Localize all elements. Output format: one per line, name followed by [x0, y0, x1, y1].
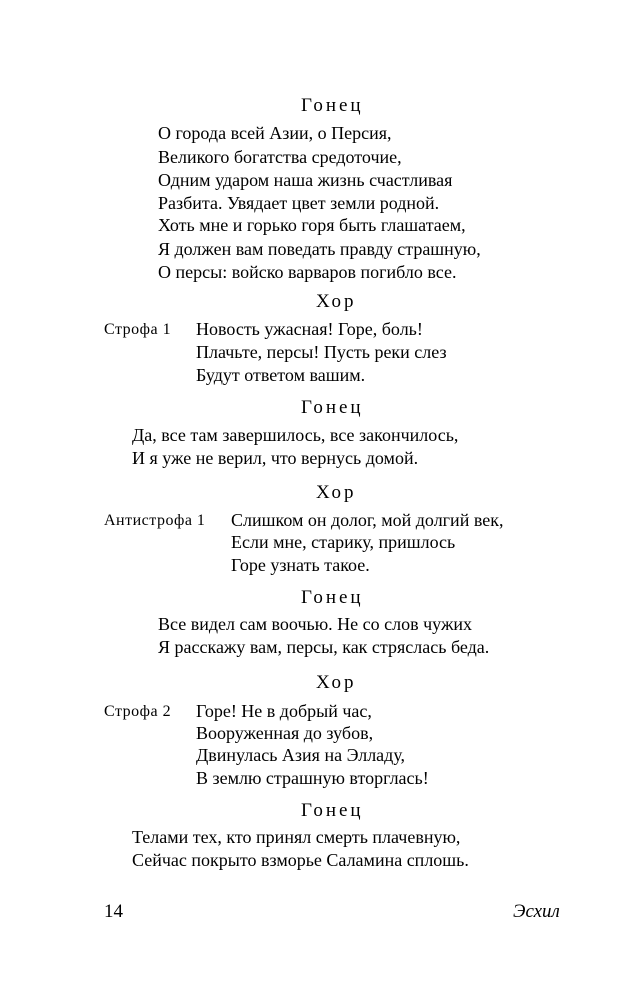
speaker-heading: Гонец [301, 800, 364, 821]
verse-line: Слишком он долог, мой долгий век, [231, 510, 504, 530]
strophe-marker: Строфа 2 [104, 703, 172, 720]
verse-line: Хоть мне и горько горя быть глашатаем, [158, 215, 466, 235]
strophe-marker: Строфа 1 [104, 321, 172, 338]
verse-line: Если мне, старику, пришлось [231, 532, 456, 552]
verse-line: Плачьте, персы! Пусть реки слез [196, 342, 447, 362]
speaker-heading: Гонец [301, 587, 364, 608]
verse-line: О персы: войско варваров погибло все. [158, 262, 457, 282]
verse-line: О города всей Азии, о Персия, [158, 123, 392, 143]
speaker-heading: Хор [316, 672, 357, 693]
verse-line: Великого богатства средоточие, [158, 147, 402, 167]
speaker-heading: Хор [316, 482, 357, 503]
verse-line: Вооруженная до зубов, [196, 723, 374, 743]
verse-line: Горе узнать такое. [231, 555, 370, 575]
verse-line: Горе! Не в добрый час, [196, 701, 372, 721]
speaker-heading: Хор [316, 291, 357, 312]
speaker-heading: Гонец [301, 95, 364, 116]
verse-line: Я должен вам поведать правду страшную, [158, 239, 481, 259]
verse-line: Все видел сам воочью. Не со слов чужих [158, 614, 473, 634]
verse-line: Будут ответом вашим. [196, 365, 366, 385]
verse-line: Разбита. Увядает цвет земли родной. [158, 193, 440, 213]
verse-line: Двинулась Азия на Элладу, [196, 745, 406, 765]
verse-line: Я расскажу вам, персы, как стряслась беда. [158, 637, 490, 657]
running-title: Эсхил [513, 901, 560, 922]
verse-line: В землю страшную вторглась! [196, 768, 429, 788]
page-number: 14 [104, 901, 123, 922]
speaker-heading: Гонец [301, 397, 364, 418]
antistrophe-marker: Антистрофа 1 [104, 512, 206, 529]
verse-line: Одним ударом наша жизнь счастливая [158, 170, 453, 190]
verse-line: Телами тех, кто принял смерть плачевную, [132, 827, 461, 847]
verse-line: Новость ужасная! Горе, боль! [196, 319, 423, 339]
verse-line: Да, все там завершилось, все закончилось, [132, 425, 459, 445]
verse-line: Сейчас покрыто взморье Саламина сплошь. [132, 850, 469, 870]
verse-line: И я уже не верил, что вернусь домой. [132, 448, 419, 468]
